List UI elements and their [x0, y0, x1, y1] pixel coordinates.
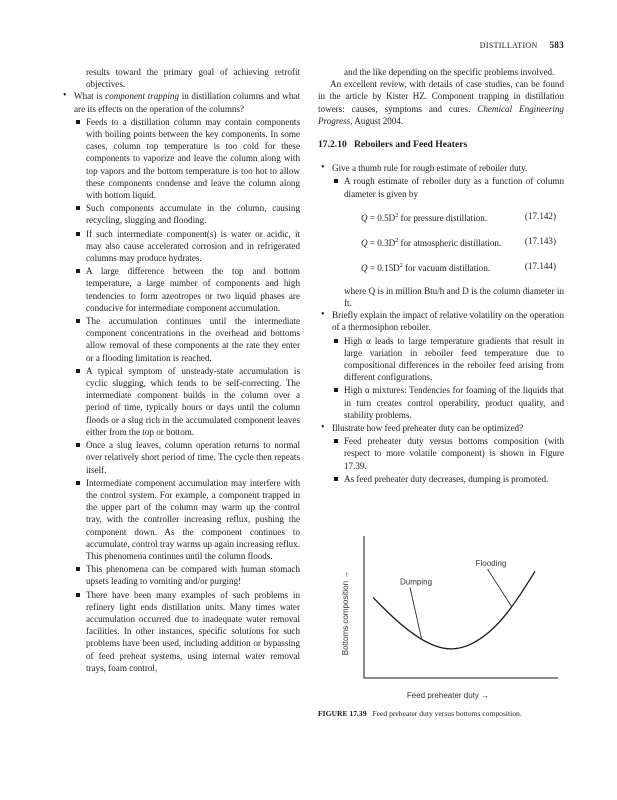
volatility-list [318, 335, 564, 421]
review-paragraph: An excellent review, with details of case studies, can be found in the article by Kister HZ. Component trapping in distillation towers: causes, symptoms and cures. Chemical Engineering Progress, August 2004. [318, 79, 564, 126]
eq-lhs: Q [361, 212, 368, 223]
eq-desc: for vacuum distillation. [402, 262, 491, 273]
question-component-trapping: • What is component trapping in distillation columns and what are its effects on the operation of the columns? [60, 90, 300, 114]
continued-text: and the like depending on the specific problems involved. [344, 67, 555, 77]
eq-coef: = 0.3D [369, 237, 396, 248]
continued-text: results toward the primary goal of achieving retrofit objectives. [86, 67, 300, 90]
list-item: As feed preheater duty decreases, dumping is promoted. [318, 473, 564, 485]
list-item: Feeds to a distillation column may contain components with boiling points between the key components. In some cases, column top temperature is too cold for these components to vaporize and leave the column along with top vapors and the bottom temperature is too hot to allow these components condense and leave the column along with bottom liquid. [60, 116, 300, 201]
equations [318, 210, 564, 274]
list-item: High α mixtures: Tendencies for foaming of the liquids that in turn creates control operability, product quality, and stability problems. [318, 384, 564, 421]
annotation-pointer [410, 587, 422, 639]
eq-lhs: Q [361, 262, 368, 273]
section-title: Reboilers and Feed Heaters [353, 139, 468, 151]
left-column [60, 66, 300, 675]
question-relative-volatility: • Briefly explain the impact of relative volatility on the operation of a thermosiphon reboiler. [318, 309, 564, 333]
list-item: A typical symptom of unsteady-state accumulation is cyclic slugging, which tends to be self-correcting. The intermediate component builds in the column over a period of time, typically hours or days until the column floods or a slug rich in the accumulated component leaves either from the top or bottom. [60, 365, 300, 438]
list-item: Feed preheater duty versus bottoms composition (with respect to more volatile component) is shown in Figure 17.39. [318, 435, 564, 472]
list-item: The accumulation continues until the intermediate component concentrations in the overhead and bottoms allow removal of these components at the rate they enter or a flooding limitation is reached. [60, 315, 300, 364]
equation [318, 235, 564, 249]
list-item: Once a slug leaves, column operation returns to normal over relatively short period of time. The cycle then repeats itself. [60, 439, 300, 476]
list-item: If such intermediate component(s) is water or acidic, it may also cause accelerated corrosion and in refrigerated columns may produce hydrates. [60, 228, 300, 265]
emphasis: component trapping [105, 91, 180, 102]
annotation-flooding: Flooding [475, 559, 507, 569]
annotation-pointer [488, 569, 512, 606]
section-heading [318, 139, 564, 151]
list-item: Intermediate component accumulation may interfere with the control system. For example, a component trapped in the upper part of the column may warm up the control tray, with the controller increasing reflux, pushing the component down. As the component continues to accumulate, control tray warms up again increasing reflux. This phenomena continues until the column floods. [60, 477, 300, 562]
eq-coef: = 0.15D [369, 262, 400, 273]
list-item: This phenomena can be compared with human stomach upsets leading to vomiting and/or purging! [60, 563, 300, 587]
x-axis-label: Feed preheater duty → [406, 691, 490, 700]
equation [318, 210, 564, 224]
eq-exp: 2 [399, 262, 403, 269]
chart [330, 528, 570, 704]
annotation-dumping: Dumping [400, 577, 433, 587]
caption-text: Feed preheater duty versus bottoms composition. [372, 709, 522, 718]
where-clause: where Q is in million Btu/h and D is the column diameter in ft. [344, 285, 564, 309]
equation [318, 260, 564, 274]
list-item: High α leads to large temperature gradients that result in large variation in reboiler feed temperature due to compositional differences in the reboiler feed arising from different configurations. [318, 335, 564, 384]
eq-number: (17.144) [524, 260, 556, 271]
journal-name: Chemical Engineering Progress [318, 103, 564, 126]
list-item: Such components accumulate in the column, causing recycling, slugging and flooding. [60, 202, 300, 226]
eq-coef: = 0.5D [369, 212, 396, 223]
list-item: There have been many examples of such problems in refinery light ends distillation units. Many times water accumulation occurred due to inadequate water removal facilities. In other instances, specific solutions for such problems have been used, including addition or bypassing of feed preheat systems, using internal water removal trays, foam control, [60, 589, 300, 674]
page-number: 583 [549, 40, 564, 50]
eq-number: (17.143) [524, 235, 556, 246]
figure-label: FIGURE 17.39 [318, 709, 367, 718]
eq-desc: for pressure distillation. [398, 212, 488, 223]
series-line [373, 571, 535, 648]
eq-number: (17.142) [524, 210, 556, 221]
figure-17-39 [330, 528, 570, 704]
section-number: 17.2.10 [318, 139, 347, 151]
list-item: A large difference between the top and bottom temperature, a large number of components and high tendencies to form azeotropes or two liquid phases are conducive for intermediate component accumulation. [60, 265, 300, 314]
eq-lhs: Q [361, 237, 368, 248]
question-feed-preheater: • Illustrate how feed preheater duty can be optimized? [318, 422, 564, 434]
eq-desc: for atmospheric distillation. [398, 237, 502, 248]
preheater-list [318, 435, 564, 485]
running-header [480, 40, 564, 50]
header-section: DISTILLATION [479, 41, 538, 50]
y-axis-label: Bottoms composition → [341, 570, 350, 656]
answer-reboiler-duty: A rough estimate of reboiler duty as a function of column diameter is given by [318, 175, 564, 199]
figure-caption [318, 709, 522, 718]
left-bullet-list [60, 116, 300, 674]
eq-exp: 2 [395, 212, 399, 219]
right-column [318, 66, 564, 486]
question-reboiler-duty: • Give a thumb rule for rough estimate of reboiler duty. [318, 162, 564, 174]
eq-exp: 2 [395, 237, 399, 244]
